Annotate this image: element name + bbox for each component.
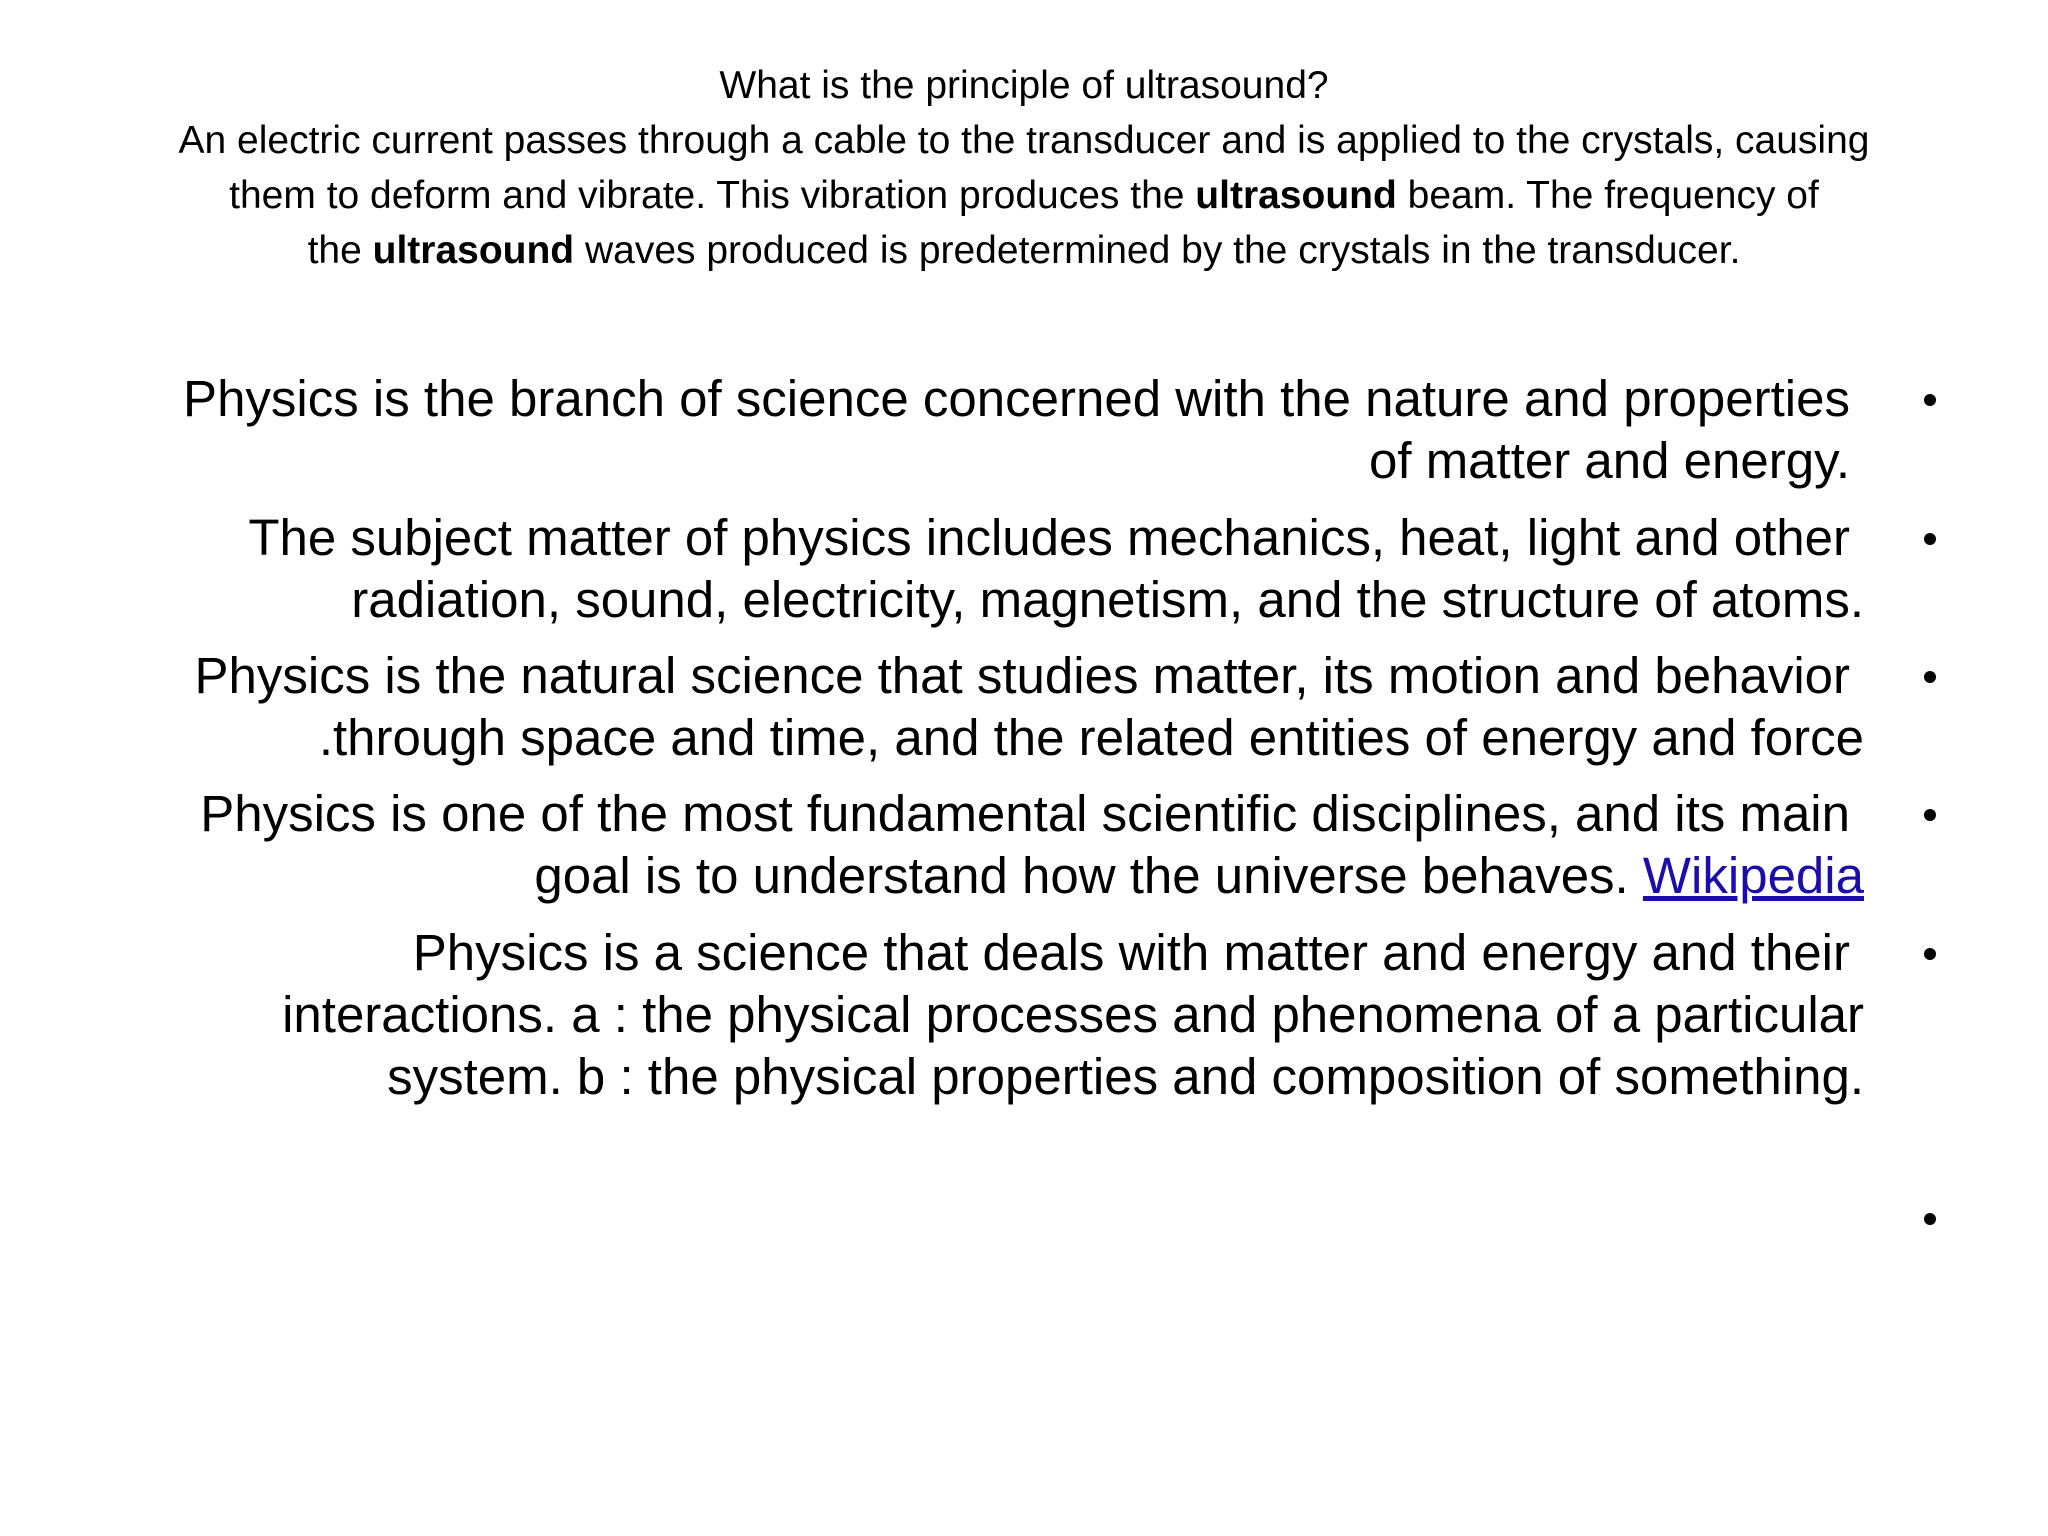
bullet-item-1 <box>104 368 1864 492</box>
bullet-item-3 <box>104 645 1864 769</box>
answer-line-2-pre: them to deform and vibrate. This vibration produces the <box>229 174 1196 217</box>
bullet-5-line-2: interactions. a : the physical processes and phenomena of a particular <box>282 986 1864 1043</box>
bullet-5-line-3: system. b : the physical properties and composition of something. <box>387 1048 1864 1105</box>
question-heading: What is the principle of ultrasound? <box>719 64 1329 107</box>
bullet-dot-6 <box>1918 1207 1942 1231</box>
bullet-4-line-2-text: goal is to understand how the universe behaves. <box>534 847 1643 904</box>
bullet-dot-3 <box>1918 665 1942 689</box>
answer-line-2-post: beam. The frequency of <box>1396 174 1819 217</box>
bullet-3-line-2: .through space and time, and the related entities of energy and force <box>318 709 1864 766</box>
bullet-2-line-2: radiation, sound, electricity, magnetism, and the structure of atoms. <box>351 571 1864 628</box>
answer-line-1: An electric current passes through a cable to the transducer and is applied to the crystals, causing <box>178 119 1870 162</box>
answer-line-3-pre: the <box>307 229 373 272</box>
bullet-1-line-1: Physics is the branch of science concerned with the nature and properties <box>183 370 1850 427</box>
bullet-dot-1 <box>1918 388 1942 412</box>
bullet-5-line-1: Physics is a science that deals with matter and energy and their <box>412 924 1850 981</box>
bullet-3-line-1: Physics is the natural science that studies matter, its motion and behavior <box>194 647 1850 704</box>
bullet-dot-2 <box>1918 527 1942 551</box>
wikipedia-link[interactable]: Wikipedia <box>1642 847 1864 904</box>
answer-line-3-post: waves produced is predetermined by the crystals in the transducer. <box>574 229 1741 272</box>
bullet-4-line-2 <box>104 845 1864 907</box>
bullet-2-line-1: The subject matter of physics includes mechanics, heat, light and other <box>248 509 1850 566</box>
bullet-item-4 <box>104 783 1864 907</box>
ultrasound-bold-2: ultrasound <box>372 229 575 272</box>
bullet-item-5 <box>104 922 1864 1108</box>
bullet-dot-5 <box>1918 942 1942 966</box>
bullet-1-line-2: of matter and energy. <box>1369 432 1850 489</box>
bullet-dot-4 <box>1918 803 1942 827</box>
bullet-item-2 <box>104 507 1864 631</box>
ultrasound-bold-1: ultrasound <box>1195 174 1397 217</box>
bullet-4-line-1: Physics is one of the most fundamental scientific disciplines, and its main <box>200 785 1850 842</box>
